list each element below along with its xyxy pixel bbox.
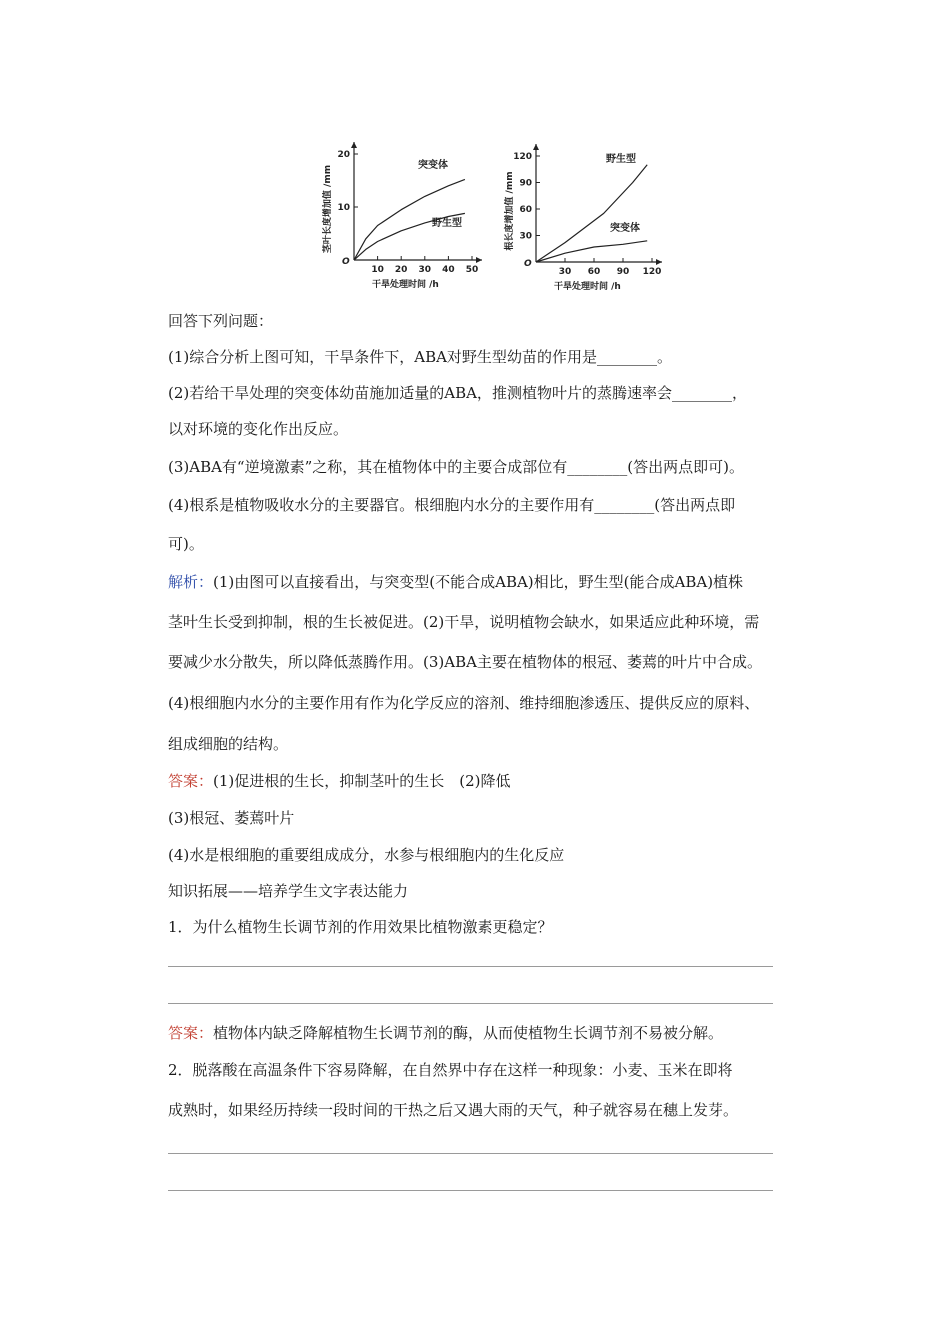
answer-blank-line	[168, 1003, 773, 1004]
series-label: 野生型	[432, 218, 462, 229]
extension-question-2-line-1: 2．脱落酸在高温条件下容易降解，在自然界中存在这样一种现象：小麦、玉米在即将	[168, 1061, 733, 1079]
intro-text: 回答下列问题：	[168, 312, 274, 330]
question-1: (1)综合分析上图可知，干旱条件下，ABA对野生型幼苗的作用是________。	[168, 348, 672, 366]
answer-blank-line	[168, 1153, 773, 1154]
analysis-line-5: 组成细胞的结构。	[168, 735, 289, 753]
answer-label: 答案：	[168, 772, 214, 790]
extension-title: 知识拓展——培养学生文字表达能力	[168, 882, 409, 900]
analysis-line-4: (4)根细胞内水分的主要作用有作为化学反应的溶剂、维持细胞渗透压、提供反应的原料、	[168, 694, 760, 712]
origin-label: O	[342, 257, 350, 267]
y-axis-arrow	[351, 142, 357, 148]
x-axis-arrow	[476, 257, 482, 263]
y-tick-label: 60	[519, 205, 532, 215]
analysis-label: 解析：	[168, 573, 214, 591]
y-tick-label: 10	[337, 203, 350, 213]
analysis-text-1: (1)由图可以直接看出，与突变型(不能合成ABA)相比，野生型(能合成ABA)植株	[213, 573, 744, 591]
extension-question-1: 1．为什么植物生长调节剂的作用效果比植物激素更稳定？	[168, 918, 553, 936]
x-tick-label: 60	[587, 267, 601, 277]
analysis-line-2: 茎叶生长受到抑制，根的生长被促进。(2)干旱，说明植物会缺水，如果适应此种环境，需	[168, 613, 760, 631]
y-axis-label: 根长度增加值 /mm	[505, 171, 515, 251]
question-4-line-1: (4)根系是植物吸收水分的主要器官。根细胞内水分的主要作用有________(答出两点即	[168, 496, 736, 514]
analysis-line-3: 要减少水分散失，所以降低蒸腾作用。(3)ABA主要在植物体的根冠、萎蔫的叶片中合成。	[168, 653, 762, 671]
extension-answer-label: 答案：	[168, 1024, 214, 1042]
question-2-line-2: 以对环境的变化作出反应。	[168, 420, 349, 438]
series-label: 突变体	[418, 160, 448, 171]
origin-label: O	[524, 259, 532, 269]
x-axis-label: 干旱处理时间 /h	[372, 280, 439, 290]
answer-line-1	[168, 770, 511, 792]
extension-answer-1	[168, 1022, 723, 1044]
answer-text-1: (1)促进根的生长，抑制茎叶的生长 (2)降低	[213, 772, 511, 790]
x-tick-label: 30	[418, 265, 432, 275]
y-tick-label: 90	[519, 178, 532, 189]
y-tick-label: 30	[519, 231, 532, 242]
series-label: 野生型	[606, 154, 636, 165]
extension-question-2-line-2: 成熟时，如果经历持续一段时间的干热之后又遇大雨的天气，种子就容易在穗上发芽。	[168, 1101, 739, 1119]
question-2-line-1: (2)若给干旱处理的突变体幼苗施加适量的ABA，推测植物叶片的蒸腾速率会________，	[168, 384, 747, 402]
answer-line-3: (4)水是根细胞的重要组成成分，水参与根细胞内的生化反应	[168, 846, 565, 864]
x-axis-arrow	[656, 259, 662, 265]
answer-line-2: (3)根冠、萎蔫叶片	[168, 809, 295, 827]
x-tick-label: 50	[465, 265, 479, 275]
extension-answer-text: 植物体内缺乏降解植物生长调节剂的酶，从而使植物生长调节剂不易被分解。	[213, 1024, 724, 1042]
question-4-line-2: 可)。	[168, 535, 204, 553]
x-tick-label: 10	[371, 265, 384, 275]
x-tick-label: 30	[558, 267, 572, 277]
y-tick-label: 20	[337, 150, 350, 160]
figure-growth-charts	[310, 120, 680, 295]
x-tick-label: 90	[616, 267, 630, 277]
y-axis-arrow	[533, 144, 539, 150]
x-tick-label: 20	[394, 265, 408, 275]
series-label: 突变体	[610, 223, 640, 234]
answer-blank-line	[168, 966, 773, 967]
analysis-line-1	[168, 571, 743, 593]
charts-svg	[310, 120, 680, 295]
y-axis-label: 茎叶长度增加值 /mm	[323, 164, 333, 254]
question-3: (3)ABA有“逆境激素”之称，其在植物体中的主要合成部位有________(答出两点即可)。	[168, 458, 744, 476]
y-tick-label: 120	[513, 152, 532, 162]
x-axis-label: 干旱处理时间 /h	[554, 282, 621, 292]
answer-blank-line	[168, 1190, 773, 1191]
x-tick-label: 40	[442, 265, 455, 275]
x-tick-label: 120	[642, 267, 662, 277]
